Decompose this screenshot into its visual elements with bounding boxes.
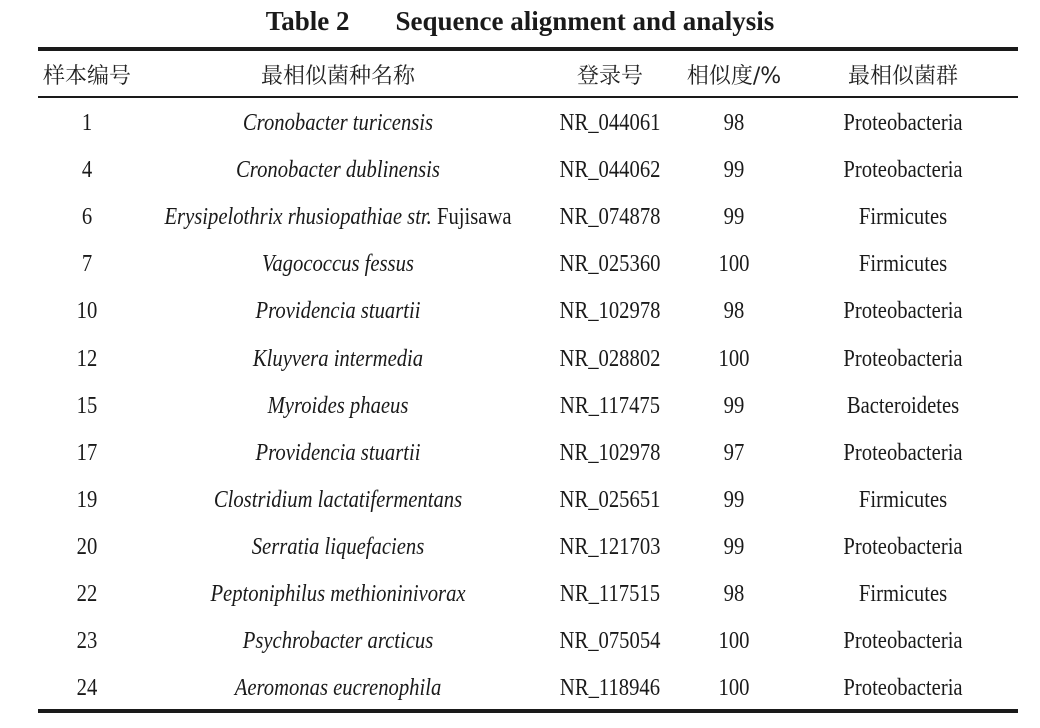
cell-similarity: 99 xyxy=(723,486,745,513)
table-row xyxy=(38,430,1018,477)
cell-accession-number: NR_121703 xyxy=(559,533,661,560)
cell-accession-number: NR_025360 xyxy=(559,251,661,278)
cell-sample-number: 19 xyxy=(76,486,98,513)
species-name-text: Peptoniphilus methioninivorax xyxy=(210,580,466,607)
cell-closest-group: Proteobacteria xyxy=(843,675,963,702)
sequence-alignment-table xyxy=(38,51,1018,712)
table-row xyxy=(38,571,1018,618)
table-row xyxy=(38,98,1018,147)
header-closest-group: 最相似菌群 xyxy=(847,64,958,89)
species-name-text: Aeromonas eucrenophila xyxy=(234,675,442,702)
cell-accession-number: NR_102978 xyxy=(559,439,661,466)
cell-species-name xyxy=(164,98,511,147)
cell-species-name xyxy=(164,477,511,524)
table-row xyxy=(38,335,1018,382)
cell-similarity: 99 xyxy=(723,157,745,184)
table-caption xyxy=(0,4,1040,38)
cell-closest-group: Proteobacteria xyxy=(843,298,963,325)
cell-species-name xyxy=(164,288,511,335)
cell-species-name xyxy=(164,147,511,194)
cell-species-name xyxy=(164,383,511,430)
cell-species-name xyxy=(164,430,511,477)
table-label: Table 2 xyxy=(265,6,350,36)
cell-closest-group: Firmicutes xyxy=(858,580,948,607)
cell-sample-number: 6 xyxy=(81,204,93,231)
table-row xyxy=(38,618,1018,665)
cell-similarity: 98 xyxy=(723,580,745,607)
table-row xyxy=(38,524,1018,571)
cell-similarity: 100 xyxy=(718,675,750,702)
cell-closest-group: Proteobacteria xyxy=(843,439,963,466)
table-row xyxy=(38,665,1018,712)
cell-sample-number: 15 xyxy=(76,392,98,419)
cell-species-name xyxy=(164,571,511,618)
cell-similarity: 99 xyxy=(723,392,745,419)
header-sample-number: 样本编号 xyxy=(42,64,131,89)
cell-accession-number: NR_044061 xyxy=(559,110,661,137)
cell-closest-group: Firmicutes xyxy=(858,251,948,278)
table-body xyxy=(38,98,1018,712)
cell-similarity: 99 xyxy=(723,204,745,231)
table-row xyxy=(38,477,1018,524)
header-row xyxy=(38,51,1018,98)
cell-species-name xyxy=(164,665,511,712)
species-name-text: Providencia stuartii xyxy=(255,439,421,466)
header-closest-species: 最相似菌种名称 xyxy=(260,64,415,89)
cell-accession-number: NR_074878 xyxy=(559,204,661,231)
cell-accession-number: NR_075054 xyxy=(559,628,661,655)
cell-species-name xyxy=(164,524,511,571)
cell-sample-number: 22 xyxy=(76,580,98,607)
cell-closest-group: Proteobacteria xyxy=(843,533,963,560)
species-name-text: Cronobacter dublinensis xyxy=(236,157,440,184)
cell-closest-group: Firmicutes xyxy=(858,486,948,513)
cell-sample-number: 20 xyxy=(76,533,98,560)
cell-accession-number: NR_028802 xyxy=(559,345,661,372)
cell-accession-number: NR_044062 xyxy=(559,157,661,184)
header-accession-number: 登录号 xyxy=(576,64,643,89)
cell-similarity: 98 xyxy=(723,110,745,137)
cell-species-name xyxy=(164,241,511,288)
species-name-text: Cronobacter turicensis xyxy=(242,110,434,137)
species-name-text: Erysipelothrix rhusiopathiae str. xyxy=(164,204,432,231)
table-title: Sequence alignment and analysis xyxy=(395,6,775,36)
cell-similarity: 100 xyxy=(718,345,750,372)
cell-closest-group: Firmicutes xyxy=(858,204,948,231)
cell-sample-number: 10 xyxy=(76,298,98,325)
cell-closest-group: Bacteroidetes xyxy=(846,392,960,419)
cell-sample-number: 23 xyxy=(76,628,98,655)
cell-species-name xyxy=(164,194,511,241)
cell-sample-number: 4 xyxy=(81,157,93,184)
cell-similarity: 100 xyxy=(718,628,750,655)
cell-sample-number: 7 xyxy=(81,251,93,278)
cell-sample-number: 24 xyxy=(76,675,98,702)
table-header xyxy=(38,51,1018,98)
cell-sample-number: 17 xyxy=(76,439,98,466)
cell-accession-number: NR_117475 xyxy=(559,392,661,419)
cell-similarity: 97 xyxy=(723,439,745,466)
species-name-text: Kluyvera intermedia xyxy=(252,345,424,372)
strain-name-text: Fujisawa xyxy=(436,204,512,231)
table-row xyxy=(38,241,1018,288)
cell-sample-number: 1 xyxy=(81,110,93,137)
cell-accession-number: NR_102978 xyxy=(559,298,661,325)
cell-closest-group: Proteobacteria xyxy=(843,628,963,655)
cell-closest-group: Proteobacteria xyxy=(843,157,963,184)
species-name-text: Providencia stuartii xyxy=(255,298,421,325)
cell-accession-number: NR_118946 xyxy=(559,675,661,702)
cell-closest-group: Proteobacteria xyxy=(843,110,963,137)
table-row xyxy=(38,288,1018,335)
table-row xyxy=(38,147,1018,194)
cell-species-name xyxy=(164,618,511,665)
cell-similarity: 100 xyxy=(718,251,750,278)
cell-similarity: 99 xyxy=(723,533,745,560)
species-name-text: Psychrobacter arcticus xyxy=(242,628,434,655)
species-name-text: Myroides phaeus xyxy=(267,392,409,419)
table-row xyxy=(38,383,1018,430)
cell-similarity: 98 xyxy=(723,298,745,325)
cell-closest-group: Proteobacteria xyxy=(843,345,963,372)
species-name-text: Serratia liquefaciens xyxy=(251,533,425,560)
cell-sample-number: 12 xyxy=(76,345,98,372)
table-row xyxy=(38,194,1018,241)
cell-accession-number: NR_117515 xyxy=(559,580,661,607)
species-name-text: Vagococcus fessus xyxy=(262,251,414,278)
cell-species-name xyxy=(164,335,511,382)
species-name-text: Clostridium lactatifermentans xyxy=(213,486,463,513)
cell-accession-number: NR_025651 xyxy=(559,486,661,513)
header-similarity: 相似度/% xyxy=(686,64,782,89)
